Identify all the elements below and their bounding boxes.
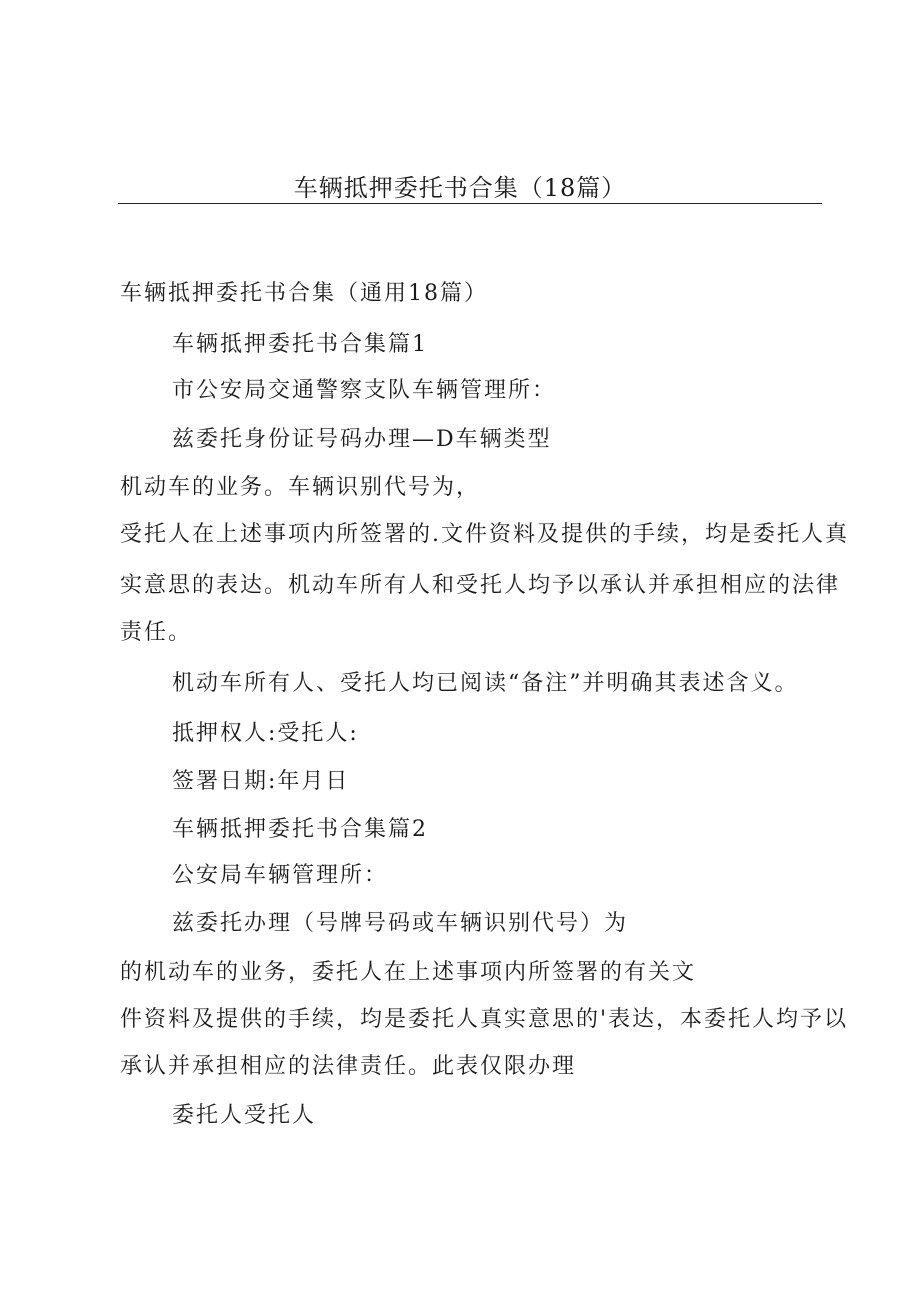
paragraph-line: 件资料及提供的手续，均是委托人真实意思的'表达，本委托人均予以 <box>120 1007 849 1032</box>
paragraph-line: 机动车所有人、受托人均已阅读“备注”并明确其表述含义。 <box>172 671 799 696</box>
paragraph-line: 兹委托办理（号牌号码或车辆识别代号）为 <box>172 911 629 936</box>
signature-line: 委托人受托人 <box>172 1103 317 1128</box>
section-heading-1: 车辆抵押委托书合集篇1 <box>172 332 428 357</box>
paragraph-line: 责任。 <box>120 620 193 645</box>
title-divider <box>118 203 822 204</box>
date-line: 签署日期:年月日 <box>172 769 350 794</box>
paragraph-line: 承认并承担相应的法律责任。此表仅限办理 <box>120 1054 577 1079</box>
paragraph-line: 受托人在上述事项内所签署的.文件资料及提供的手续，均是委托人真 <box>120 522 849 547</box>
document-subtitle: 车辆抵押委托书合集（通用18篇） <box>120 281 488 306</box>
document-title: 车辆抵押委托书合集（18篇） <box>293 174 627 202</box>
paragraph-line: 兹委托身份证号码办理—D车辆类型 <box>172 427 552 452</box>
addressee-line: 市公安局交通警察支队车辆管理所： <box>172 378 557 403</box>
section-heading-2: 车辆抵押委托书合集篇2 <box>172 817 428 842</box>
addressee-line: 公安局车辆管理所： <box>172 863 389 888</box>
signature-line: 抵押权人:受托人: <box>172 721 359 746</box>
paragraph-line: 实意思的表达。机动车所有人和受托人均予以承认并承担相应的法律 <box>120 573 841 598</box>
paragraph-line: 的机动车的业务，委托人在上述事项内所签署的有关文 <box>120 960 697 985</box>
paragraph-line: 机动车的业务。车辆识别代号为， <box>120 475 481 500</box>
